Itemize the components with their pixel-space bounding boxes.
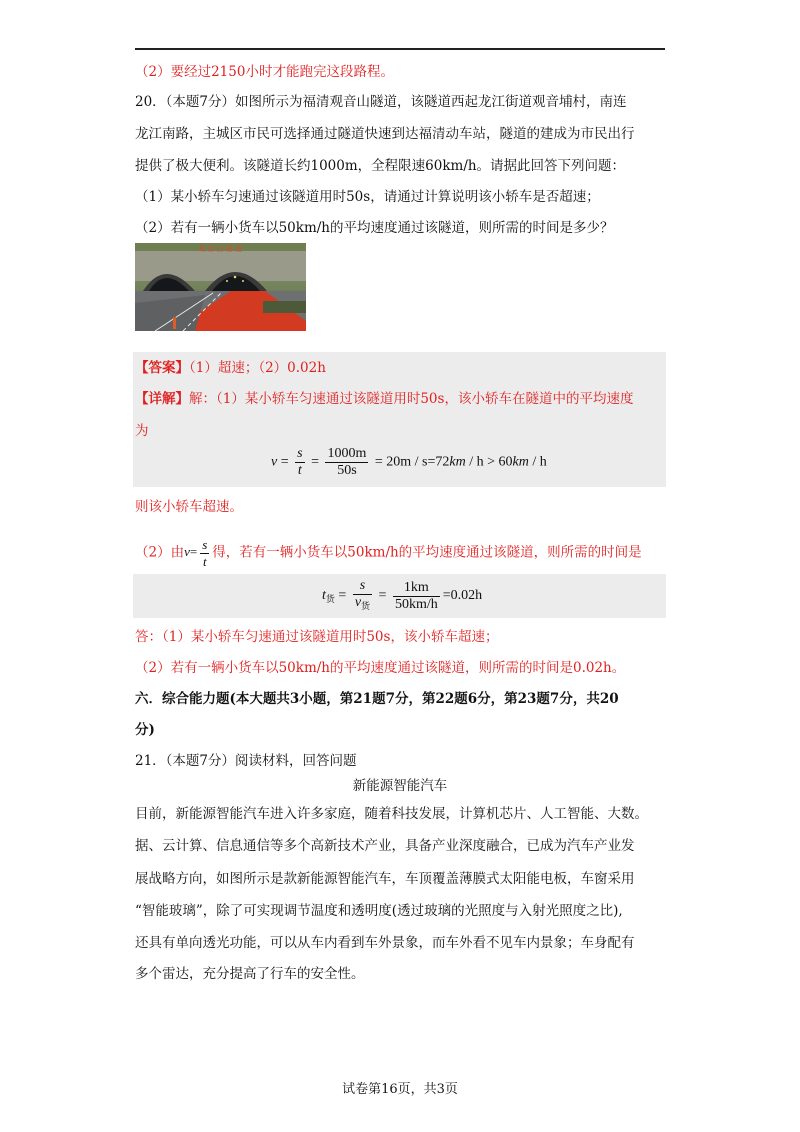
formula-result: = 20m / s=72 [374, 454, 450, 470]
fraction-den-v: v [354, 595, 362, 610]
final-answer-2: （2）若有一辆小货车以50km/h的平均速度通过该隧道，则所需的时间是0.02h。 [135, 660, 626, 676]
inline-eq: = [189, 544, 198, 560]
fraction-num: 1km [393, 580, 440, 597]
section-6-heading: 六．综合能力题(本大题共3小题，第21题7分，第22题6分，第23题7分，共20 [135, 691, 619, 707]
part-2-explanation [135, 537, 642, 570]
article-paragraph-line-4: “智能玻璃”，除了可实现调节温度和透明度(透过玻璃的光照度与入射光照度之比), [135, 903, 623, 919]
question-21-intro: 21．（本题7分）阅读材料，回答问题 [135, 753, 357, 769]
formula-compare: / h > 60 [465, 454, 513, 470]
fraction-s-over-t [295, 446, 304, 479]
part-2-prefix: （2）由 [135, 544, 185, 561]
inline-den: t [202, 554, 207, 569]
tunnel-sign-text: 观 音 山 隧 道 [198, 245, 242, 253]
formula-eq: = [338, 588, 347, 604]
answer-text: （1）超速；（2）0.02h [189, 360, 326, 376]
fraction-num: 1000m [327, 446, 367, 461]
answer-line [135, 358, 326, 378]
final-answer-1: 答：（1）某小轿车匀速通过该隧道用时50s，该小轿车超速； [135, 629, 499, 645]
answer-tag: 【答案】 [135, 360, 189, 376]
prev-answer-line: （2）要经过2150小时才能跑完这段路程。 [135, 64, 394, 80]
formula-eq: = [280, 454, 289, 470]
detail-tag: 【详解】 [135, 391, 189, 407]
fraction-s-over-v [353, 578, 372, 614]
fraction-num: s [353, 578, 372, 595]
formula-unit-h: / h [528, 454, 547, 470]
part-2-suffix: 得，若有一辆小货车以50km/h的平均速度通过该隧道，则所需的时间是 [212, 544, 642, 561]
fraction-1km-over-50kmh [393, 580, 440, 613]
inline-num: s [202, 537, 208, 552]
article-paragraph-line-3: 展战略方向，如图所示是款新能源智能汽车，车顶覆盖薄膜式太阳能电板，车窗采用 [135, 871, 635, 887]
inline-fraction [200, 537, 209, 570]
fraction-den: t [297, 463, 302, 478]
header-rule [135, 48, 665, 50]
fraction-den: 50s [337, 463, 357, 478]
article-title: 新能源智能汽车 [352, 778, 448, 794]
formula-eq: = [378, 588, 387, 604]
formula-result: =0.02h [442, 588, 483, 604]
article-paragraph-line-6: 多个雷达，充分提高了行车的安全性。 [135, 966, 365, 982]
speed-formula [271, 446, 547, 479]
fraction-num: s [297, 446, 303, 461]
detail-continuation: 为 [135, 423, 149, 439]
formula-symbol-t: t [322, 588, 326, 604]
formula-unit: km [512, 454, 529, 470]
tunnel-photo [135, 243, 306, 331]
detail-line [135, 389, 633, 409]
article-paragraph-line-1: 目前，新能源智能汽车进入许多家庭，随着科技发展，计算机芯片、人工智能、大数。 [135, 806, 648, 822]
formula-eq: = [311, 454, 319, 470]
fraction-1000m-over-50s [325, 446, 368, 479]
question-20-part-2: （2）若有一辆小货车以50km/h的平均速度通过该隧道，则所需的时间是多少？ [135, 220, 614, 236]
section-6-heading-cont: 分) [135, 722, 155, 738]
conclusion-1: 则该小轿车超速。 [135, 499, 243, 515]
detail-text: 解：（1）某小轿车匀速通过该隧道用时50s，该小轿车在隧道中的平均速度 [189, 391, 634, 407]
question-20-text-2: 龙江南路，主城区市民可选择通过隧道快速到达福清动车站，隧道的建成为市民出行 [135, 126, 635, 142]
formula-subscript: 货 [325, 594, 335, 605]
question-20-text-3: 提供了极大便利。该隧道长约1000m，全程限速60km/h。请据此回答下列问题： [135, 158, 626, 174]
inline-v: v [184, 544, 190, 560]
formula-unit: km [449, 454, 466, 470]
article-paragraph-line-2: 据、云计算、信息通信等多个高新技术产业，具备产业深度融合，已成为汽车产业发 [135, 838, 635, 854]
formula-symbol-v: v [271, 454, 278, 470]
question-20-intro: 20．（本题7分）如图所示为福清观音山隧道，该隧道西起龙江街道观音埔村，南连 [135, 94, 627, 110]
fraction-den-sub: 货 [361, 601, 371, 611]
fraction-den: 50km/h [394, 596, 438, 612]
page-footer: 试卷第16页，共3页 [342, 1082, 458, 1097]
time-formula [322, 578, 482, 614]
question-20-part-1: （1）某小轿车匀速通过该隧道用时50s，请通过计算说明该小轿车是否超速； [135, 189, 600, 205]
article-paragraph-line-5: 还具有单向透光功能，可以从车内看到车外景象，而车外看不见车内景象；车身配有 [135, 935, 635, 951]
inline-formula [184, 537, 212, 569]
